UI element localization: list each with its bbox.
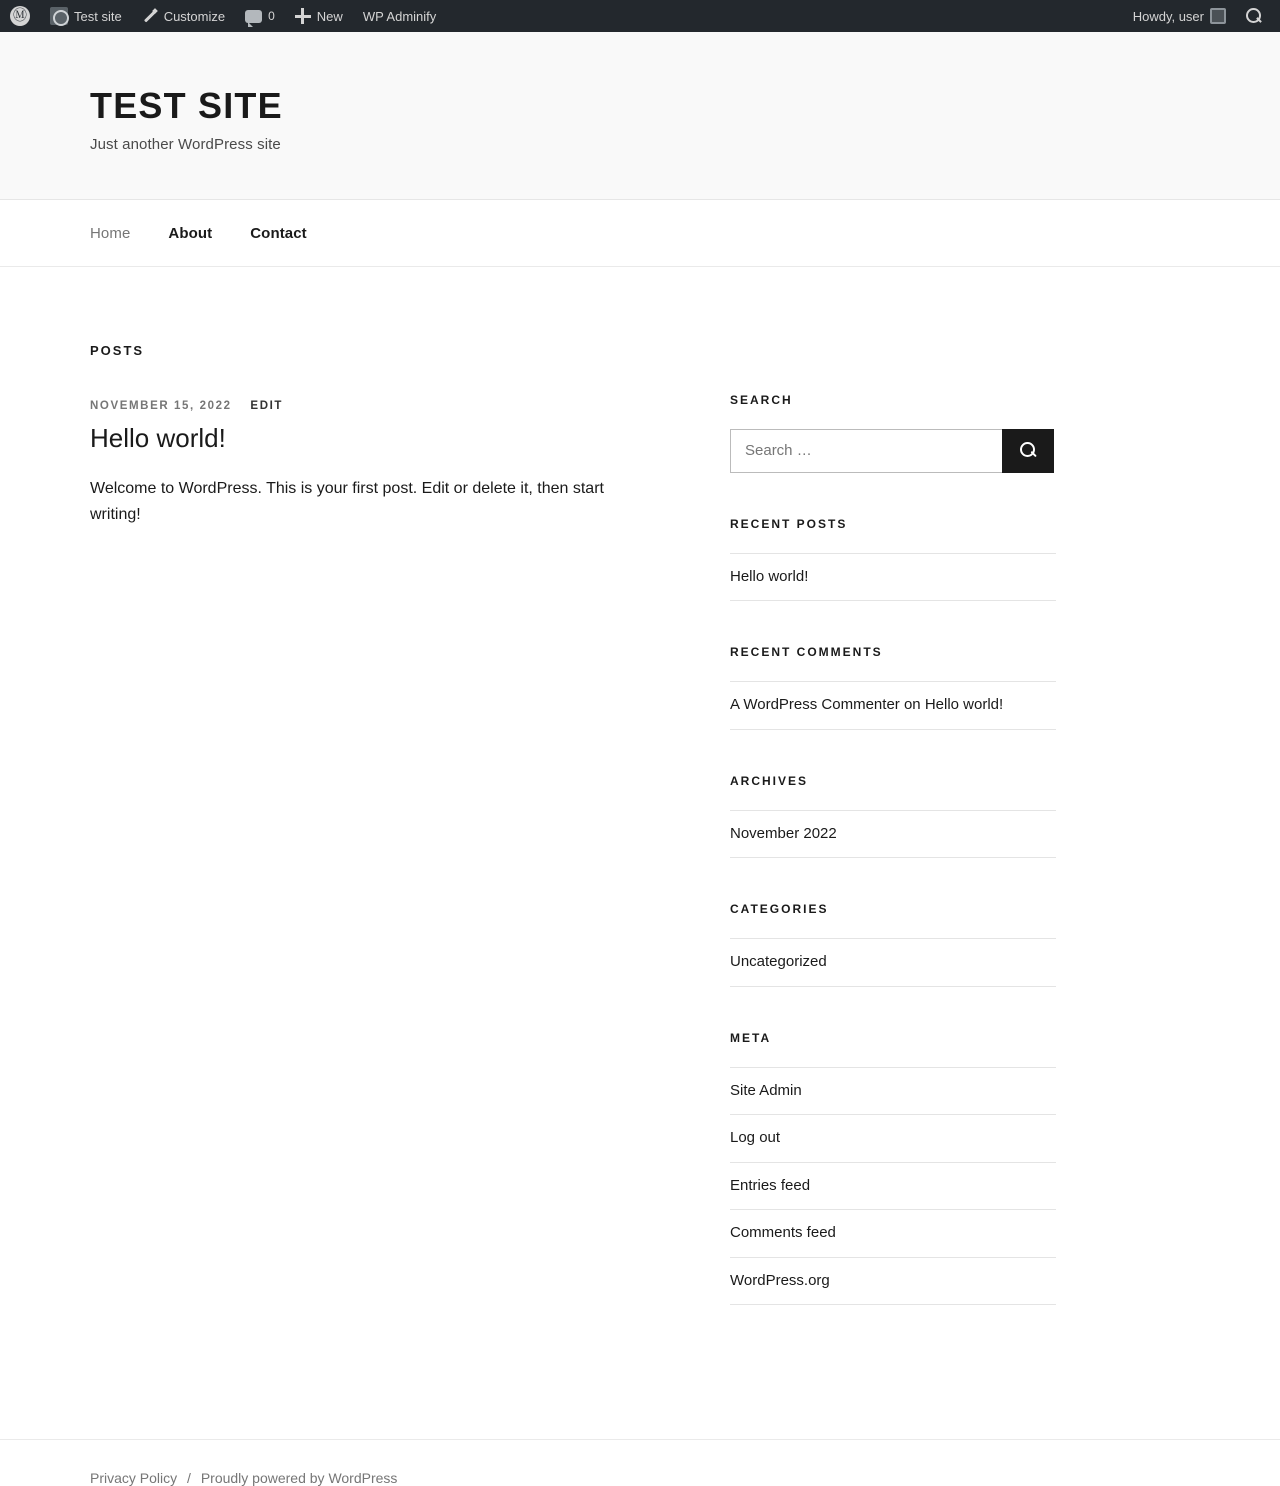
admin-bar-customize[interactable] bbox=[132, 0, 235, 32]
admin-bar-wp-logo[interactable] bbox=[0, 0, 40, 32]
admin-bar-site-name[interactable] bbox=[40, 0, 132, 32]
comment-post-link[interactable]: Hello world! bbox=[924, 696, 1004, 714]
admin-bar-comment-count: 0 bbox=[268, 9, 275, 23]
widget-meta-title: META bbox=[730, 1030, 772, 1045]
site-description: Just another WordPress site bbox=[90, 135, 281, 153]
site-icon bbox=[50, 7, 68, 25]
list-item[interactable] bbox=[730, 553, 1056, 602]
post-excerpt: Welcome to WordPress. This is your first post. Edit or delete it, then start writing! bbox=[90, 480, 604, 524]
site-info bbox=[90, 1470, 1190, 1486]
recent-post-link[interactable]: Hello world! bbox=[730, 567, 809, 585]
widget-archives-title: ARCHIVES bbox=[730, 773, 809, 788]
admin-bar-left-group bbox=[0, 0, 446, 32]
comment-bubble-icon bbox=[245, 10, 262, 23]
categories-list bbox=[730, 938, 1056, 987]
site-title-link[interactable]: TEST SITE bbox=[90, 85, 283, 126]
primary-navigation-inner bbox=[90, 200, 1190, 267]
site-header bbox=[0, 32, 1280, 200]
page-title bbox=[90, 86, 1190, 126]
post-edit-link[interactable]: EDIT bbox=[250, 399, 284, 412]
admin-bar-howdy-label: Howdy, user bbox=[1132, 8, 1204, 24]
archives-list bbox=[730, 810, 1056, 859]
footer-separator: / bbox=[187, 1470, 191, 1486]
meta-link-log-out[interactable]: Log out bbox=[730, 1129, 781, 1147]
widget-recent-posts-title: RECENT POSTS bbox=[730, 516, 848, 531]
widget-archives bbox=[730, 774, 1056, 859]
admin-bar-wp-adminify[interactable] bbox=[353, 0, 446, 32]
widget-recent-comments bbox=[730, 645, 1056, 730]
avatar bbox=[1210, 8, 1226, 24]
list-item[interactable] bbox=[730, 1115, 1056, 1163]
post-article bbox=[90, 400, 656, 529]
admin-bar-right-group bbox=[1123, 0, 1272, 32]
category-link[interactable]: Uncategorized bbox=[730, 953, 827, 971]
widget-categories-title: CATEGORIES bbox=[730, 902, 829, 917]
list-item[interactable] bbox=[730, 1067, 1056, 1116]
comment-author: A WordPress Commenter bbox=[730, 696, 900, 714]
comment-on-word: on bbox=[903, 696, 921, 714]
pencil-icon bbox=[142, 8, 158, 24]
meta-list bbox=[730, 1067, 1056, 1306]
search-form bbox=[730, 429, 1054, 473]
nav-link-about[interactable]: About bbox=[168, 224, 213, 242]
admin-bar-new-content[interactable] bbox=[285, 0, 353, 32]
list-item[interactable] bbox=[730, 1258, 1056, 1306]
meta-link-entries-feed[interactable]: Entries feed bbox=[730, 1176, 811, 1194]
admin-bar-comments[interactable] bbox=[235, 0, 285, 32]
privacy-policy-link[interactable]: Privacy Policy bbox=[90, 1470, 178, 1486]
content-area bbox=[90, 267, 1190, 1350]
search-submit-button[interactable] bbox=[1002, 429, 1054, 473]
meta-link-comments-feed[interactable]: Comments feed bbox=[730, 1224, 836, 1242]
meta-link-site-admin[interactable]: Site Admin bbox=[730, 1081, 802, 1099]
site-header-inner bbox=[90, 86, 1190, 153]
widget-search-title: SEARCH bbox=[730, 392, 793, 407]
admin-bar bbox=[0, 0, 1280, 32]
admin-bar-wp-adminify-label: WP Adminify bbox=[362, 8, 437, 24]
recent-posts-list bbox=[730, 553, 1056, 602]
meta-link-wordpress-org[interactable]: WordPress.org bbox=[730, 1271, 830, 1289]
primary-navigation bbox=[0, 200, 1280, 267]
nav-list bbox=[90, 225, 326, 242]
site-footer bbox=[0, 1439, 1280, 1486]
post-date-link[interactable]: NOVEMBER 15, 2022 bbox=[90, 399, 232, 412]
widget-meta bbox=[730, 1031, 1056, 1306]
search-icon bbox=[1246, 8, 1262, 24]
widget-recent-posts bbox=[730, 517, 1056, 602]
list-item[interactable] bbox=[730, 681, 1056, 730]
post-title bbox=[90, 422, 656, 455]
sidebar bbox=[730, 343, 1056, 1350]
widget-categories bbox=[730, 902, 1056, 987]
plus-icon bbox=[295, 8, 311, 24]
search-icon bbox=[1020, 442, 1037, 459]
post-content bbox=[90, 476, 656, 529]
nav-link-contact[interactable]: Contact bbox=[250, 224, 307, 242]
post-title-link[interactable]: Hello world! bbox=[90, 422, 226, 453]
post-edit-link-wrapper bbox=[250, 400, 283, 412]
widget-search bbox=[730, 393, 1056, 473]
list-item[interactable] bbox=[730, 1163, 1056, 1211]
admin-bar-site-name-label: Test site bbox=[74, 8, 122, 24]
nav-link-home[interactable]: Home bbox=[90, 224, 131, 242]
post-meta bbox=[90, 400, 656, 412]
recent-comments-list bbox=[730, 681, 1056, 730]
list-item[interactable] bbox=[730, 1210, 1056, 1258]
archive-link[interactable]: November 2022 bbox=[730, 824, 837, 842]
admin-bar-search-button[interactable] bbox=[1236, 0, 1272, 32]
list-item[interactable] bbox=[730, 938, 1056, 987]
wordpress-credit-link[interactable]: Proudly powered by WordPress bbox=[200, 1470, 398, 1486]
archive-title: POSTS bbox=[90, 342, 145, 358]
wordpress-logo-icon: Ⓜ bbox=[10, 6, 30, 26]
admin-bar-customize-label: Customize bbox=[163, 8, 226, 24]
admin-bar-my-account[interactable] bbox=[1123, 0, 1236, 32]
admin-bar-new-label: New bbox=[316, 8, 343, 24]
main-content bbox=[90, 343, 656, 1350]
search-input[interactable] bbox=[730, 429, 1002, 473]
site-footer-inner bbox=[90, 1470, 1190, 1486]
nav-item-home[interactable] bbox=[90, 225, 149, 242]
nav-item-about[interactable] bbox=[149, 225, 231, 242]
nav-item-contact[interactable] bbox=[231, 225, 326, 242]
widget-recent-comments-title: RECENT COMMENTS bbox=[730, 645, 883, 660]
list-item[interactable] bbox=[730, 810, 1056, 859]
